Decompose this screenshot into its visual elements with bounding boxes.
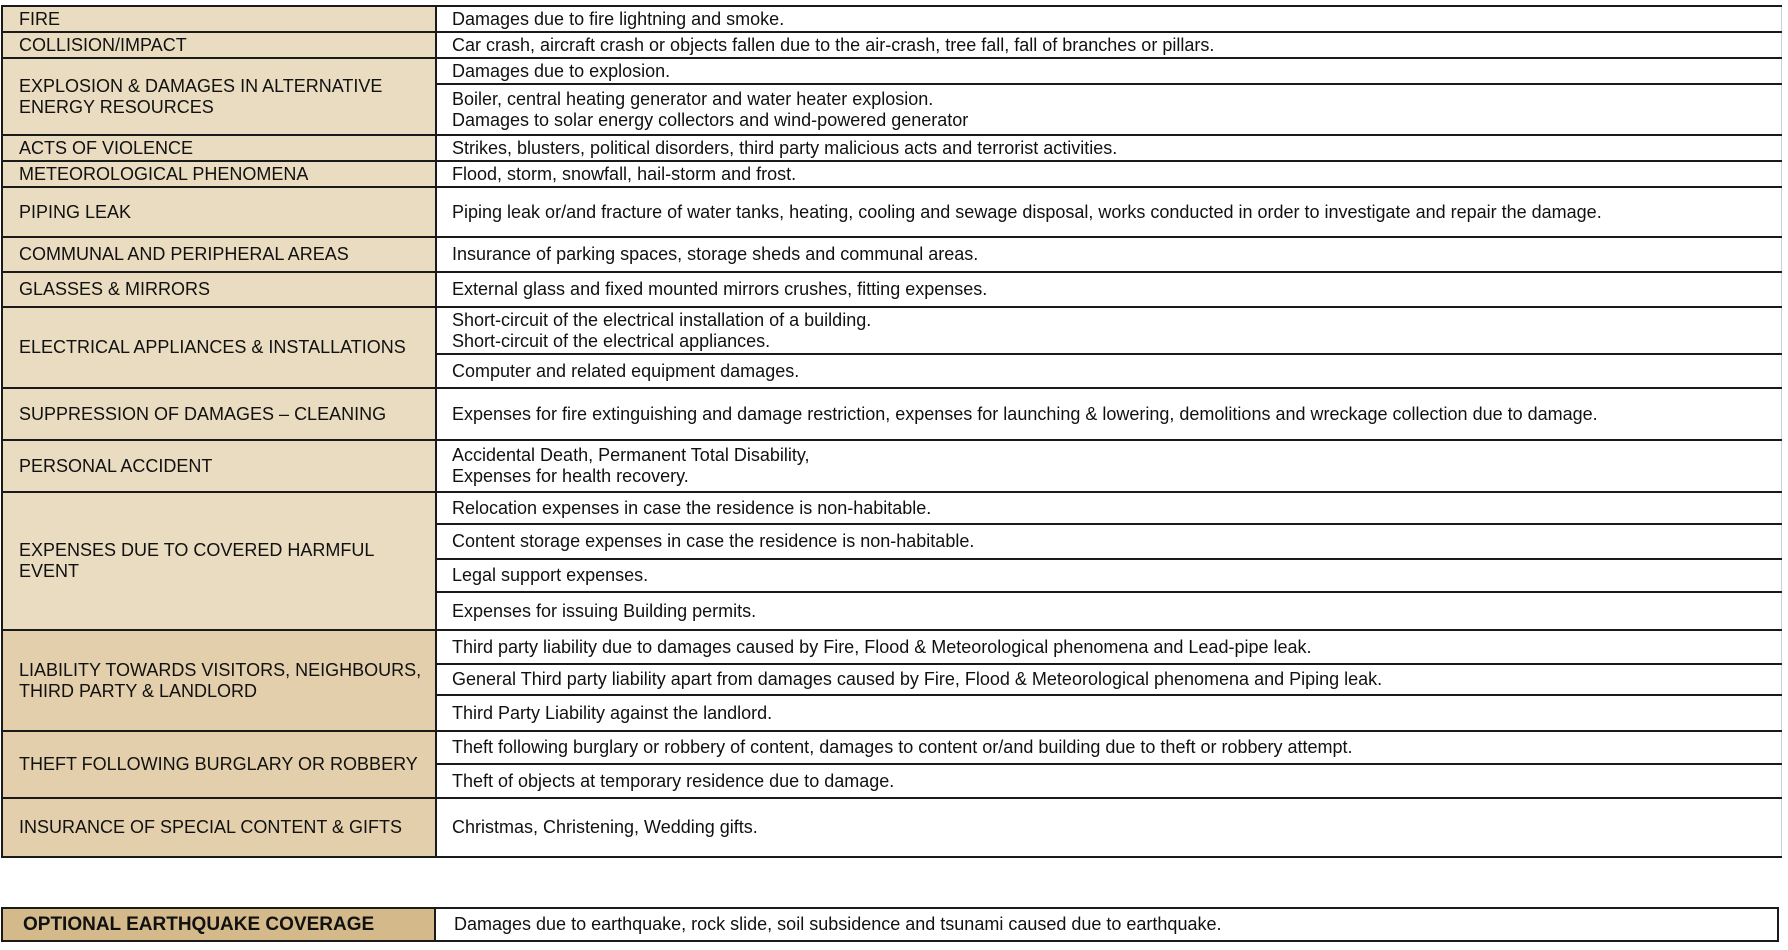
coverage-description [436,307,1782,354]
description-line: Short-circuit of the electrical installation of a building. [452,309,872,330]
description-line: Theft following burglary or robbery of content, damages to content or/and building due to theft or robbery attempt. [452,737,1353,757]
description-line: Expenses for fire extinguishing and damage restriction, expenses for launching & lowering, demolitions and wreckage collection due to damage. [452,403,1598,424]
coverage-description [436,592,1782,630]
coverage-row [2,237,1782,272]
description-line: Car crash, aircraft crash or objects fallen due to the air-crash, tree fall, fall of branches or pillars. [452,34,1215,55]
coverage-row [2,32,1782,58]
description-line: Computer and related equipment damages. [452,360,800,381]
optional-coverage-row [2,908,1778,941]
description-line: Third party liability due to damages caused by Fire, Flood & Meteorological phenomena and Lead-pipe leak. [452,636,1312,657]
description-line: Short-circuit of the electrical appliances. [452,330,771,351]
description-line: Damages to solar energy collectors and wind-powered generator [452,109,969,130]
coverage-description [436,58,1782,84]
coverage-row [2,161,1782,187]
coverage-description [436,272,1782,307]
coverage-description [436,664,1782,695]
description-line: Strikes, blusters, political disorders, third party malicious acts and terrorist activities. [452,137,1118,158]
coverage-row [2,440,1782,492]
coverage-description [436,32,1782,58]
description-line: Boiler, central heating generator and water heater explosion. [452,88,934,109]
description-line: Expenses for health recovery. [452,466,689,486]
coverage-category: EXPLOSION & DAMAGES IN ALTERNATIVE ENERGY RESOURCES [2,58,436,135]
coverage-row [2,798,1782,857]
coverage-row [2,307,1782,354]
coverage-description [436,187,1782,237]
coverage-row [2,6,1782,32]
coverage-row [2,58,1782,84]
coverage-row [2,272,1782,307]
description-line: External glass and fixed mounted mirrors crushes, fitting expenses. [452,279,988,299]
coverage-row [2,187,1782,237]
coverage-table [1,5,1782,858]
coverage-description [436,354,1782,388]
coverage-description [436,84,1782,135]
coverage-category: ACTS OF VIOLENCE [2,135,436,161]
coverage-description [436,161,1782,187]
optional-coverage-table [1,907,1779,942]
description-line: Damages due to fire lightning and smoke. [452,8,785,29]
coverage-description [436,559,1782,592]
coverage-description [436,695,1782,731]
description-line: Damages due to explosion. [452,60,671,81]
optional-coverage-category: OPTIONAL EARTHQUAKE COVERAGE [2,908,435,941]
optional-coverage-description: Damages due to earthquake, rock slide, soil subsidence and tsunami caused due to earthquake. [435,908,1778,941]
coverage-category: GLASSES & MIRRORS [2,272,436,307]
coverage-description [436,135,1782,161]
coverage-row [2,388,1782,440]
coverage-description [436,524,1782,559]
coverage-category: THEFT FOLLOWING BURGLARY OR ROBBERY [2,731,436,798]
coverage-category: INSURANCE OF SPECIAL CONTENT & GIFTS [2,798,436,857]
coverage-category: COLLISION/IMPACT [2,32,436,58]
coverage-description [436,731,1782,764]
description-line: General Third party liability apart from damages caused by Fire, Flood & Meteorological phenomena and Piping leak. [452,669,1383,689]
coverage-row [2,135,1782,161]
coverage-category: PIPING LEAK [2,187,436,237]
coverage-category: LIABILITY TOWARDS VISITORS, NEIGHBOURS, THIRD PARTY & LANDLORD [2,630,436,731]
coverage-description [436,798,1782,857]
coverage-row [2,630,1782,664]
coverage-category: COMMUNAL AND PERIPHERAL AREAS [2,237,436,272]
coverage-description [436,630,1782,664]
coverage-category: METEOROLOGICAL PHENOMENA [2,161,436,187]
description-line: Relocation expenses in case the residence is non-habitable. [452,497,932,518]
description-line: Third Party Liability against the landlord. [452,702,773,723]
coverage-description [436,492,1782,524]
coverage-description [436,764,1782,798]
coverage-category: PERSONAL ACCIDENT [2,440,436,492]
coverage-description [436,237,1782,272]
description-line: Content storage expenses in case the residence is non-habitable. [452,531,975,551]
description-line: Expenses for issuing Building permits. [452,600,757,621]
coverage-description [436,6,1782,32]
coverage-category: SUPPRESSION OF DAMAGES – CLEANING [2,388,436,440]
description-line: Accidental Death, Permanent Total Disability, [452,445,810,465]
coverage-category: EXPENSES DUE TO COVERED HARMFUL EVENT [2,492,436,630]
coverage-category: ELECTRICAL APPLIANCES & INSTALLATIONS [2,307,436,388]
coverage-description [436,440,1782,492]
coverage-row [2,731,1782,764]
description-line: Legal support expenses. [452,565,649,585]
coverage-row [2,492,1782,524]
description-line: Flood, storm, snowfall, hail-storm and frost. [452,163,797,184]
coverage-category: FIRE [2,6,436,32]
description-line: Insurance of parking spaces, storage sheds and communal areas. [452,244,979,264]
coverage-description [436,388,1782,440]
coverage-table-body [2,6,1782,857]
description-line: Piping leak or/and fracture of water tanks, heating, cooling and sewage disposal, works conducted in order to investigate and repair the damage. [452,201,1602,222]
description-line: Theft of objects at temporary residence due to damage. [452,770,895,791]
description-line: Christmas, Christening, Wedding gifts. [452,817,758,837]
